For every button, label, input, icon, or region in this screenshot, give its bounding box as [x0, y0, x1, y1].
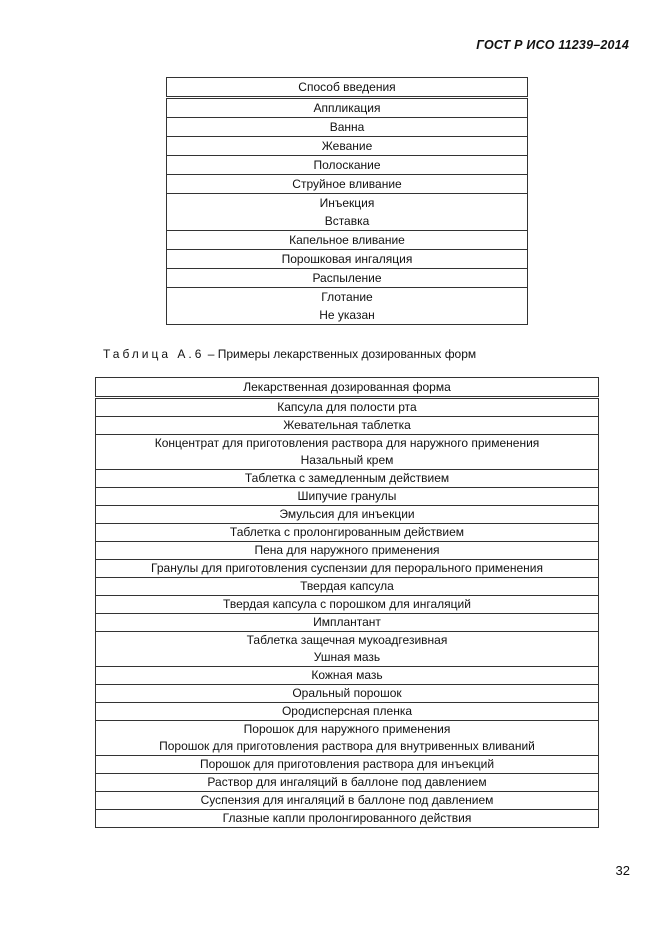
- administration-route-table: [166, 77, 528, 325]
- table-row: Инъекция: [167, 194, 528, 213]
- table-row: Кожная мазь: [96, 667, 599, 685]
- table-row: Порошковая ингаляция: [167, 250, 528, 269]
- table-row: Порошок для приготовления раствора для инъекций: [96, 756, 599, 774]
- table-row: Полоскание: [167, 156, 528, 175]
- table-row: Таблетка защечная мукоадгезивная: [96, 632, 599, 650]
- table-row: Капельное вливание: [167, 231, 528, 250]
- table-row: Жевательная таблетка: [96, 417, 599, 435]
- table-row: Таблетка с пролонгированным действием: [96, 524, 599, 542]
- table-row: Глазные капли пролонгированного действия: [96, 810, 599, 828]
- page-number: 32: [615, 863, 630, 878]
- table-row: Таблетка с замедленным действием: [96, 470, 599, 488]
- table-row: Аппликация: [167, 98, 528, 118]
- caption-label: Таблица А.6: [103, 347, 205, 361]
- table-row: Жевание: [167, 137, 528, 156]
- table-row: Ванна: [167, 118, 528, 137]
- table-row: Распыление: [167, 269, 528, 288]
- table-row: Порошок для приготовления раствора для внутривенных вливаний: [96, 738, 599, 756]
- table-row: Оральный порошок: [96, 685, 599, 703]
- table-row: Ушная мазь: [96, 649, 599, 667]
- table-row: Капсула для полости рта: [96, 398, 599, 417]
- table-row: Порошок для наружного применения: [96, 721, 599, 739]
- caption-text: – Примеры лекарственных дозированных форм: [204, 347, 477, 361]
- table-row: Твердая капсула: [96, 578, 599, 596]
- table-row: Назальный крем: [96, 452, 599, 470]
- table-row: Эмульсия для инъекции: [96, 506, 599, 524]
- table-row: Концентрат для приготовления раствора для наружного применения: [96, 435, 599, 453]
- table-row: Суспензия для ингаляций в баллоне под давлением: [96, 792, 599, 810]
- table-caption: [103, 347, 476, 361]
- table-row: Раствор для ингаляций в баллоне под давлением: [96, 774, 599, 792]
- table-row: Ородисперсная пленка: [96, 703, 599, 721]
- table-row: Шипучие гранулы: [96, 488, 599, 506]
- dosage-form-table: [95, 377, 599, 828]
- table-row: Струйное вливание: [167, 175, 528, 194]
- table-row: Гранулы для приготовления суспензии для перорального применения: [96, 560, 599, 578]
- table-row: Имплантант: [96, 614, 599, 632]
- document-header: ГОСТ Р ИСО 11239–2014: [476, 38, 629, 52]
- table-row: Пена для наружного применения: [96, 542, 599, 560]
- table-row: Твердая капсула с порошком для ингаляций: [96, 596, 599, 614]
- table-row: Не указан: [167, 306, 528, 325]
- table-header: Способ введения: [167, 78, 528, 98]
- table-header: Лекарственная дозированная форма: [96, 378, 599, 398]
- table-row: Глотание: [167, 288, 528, 307]
- table-row: Вставка: [167, 212, 528, 231]
